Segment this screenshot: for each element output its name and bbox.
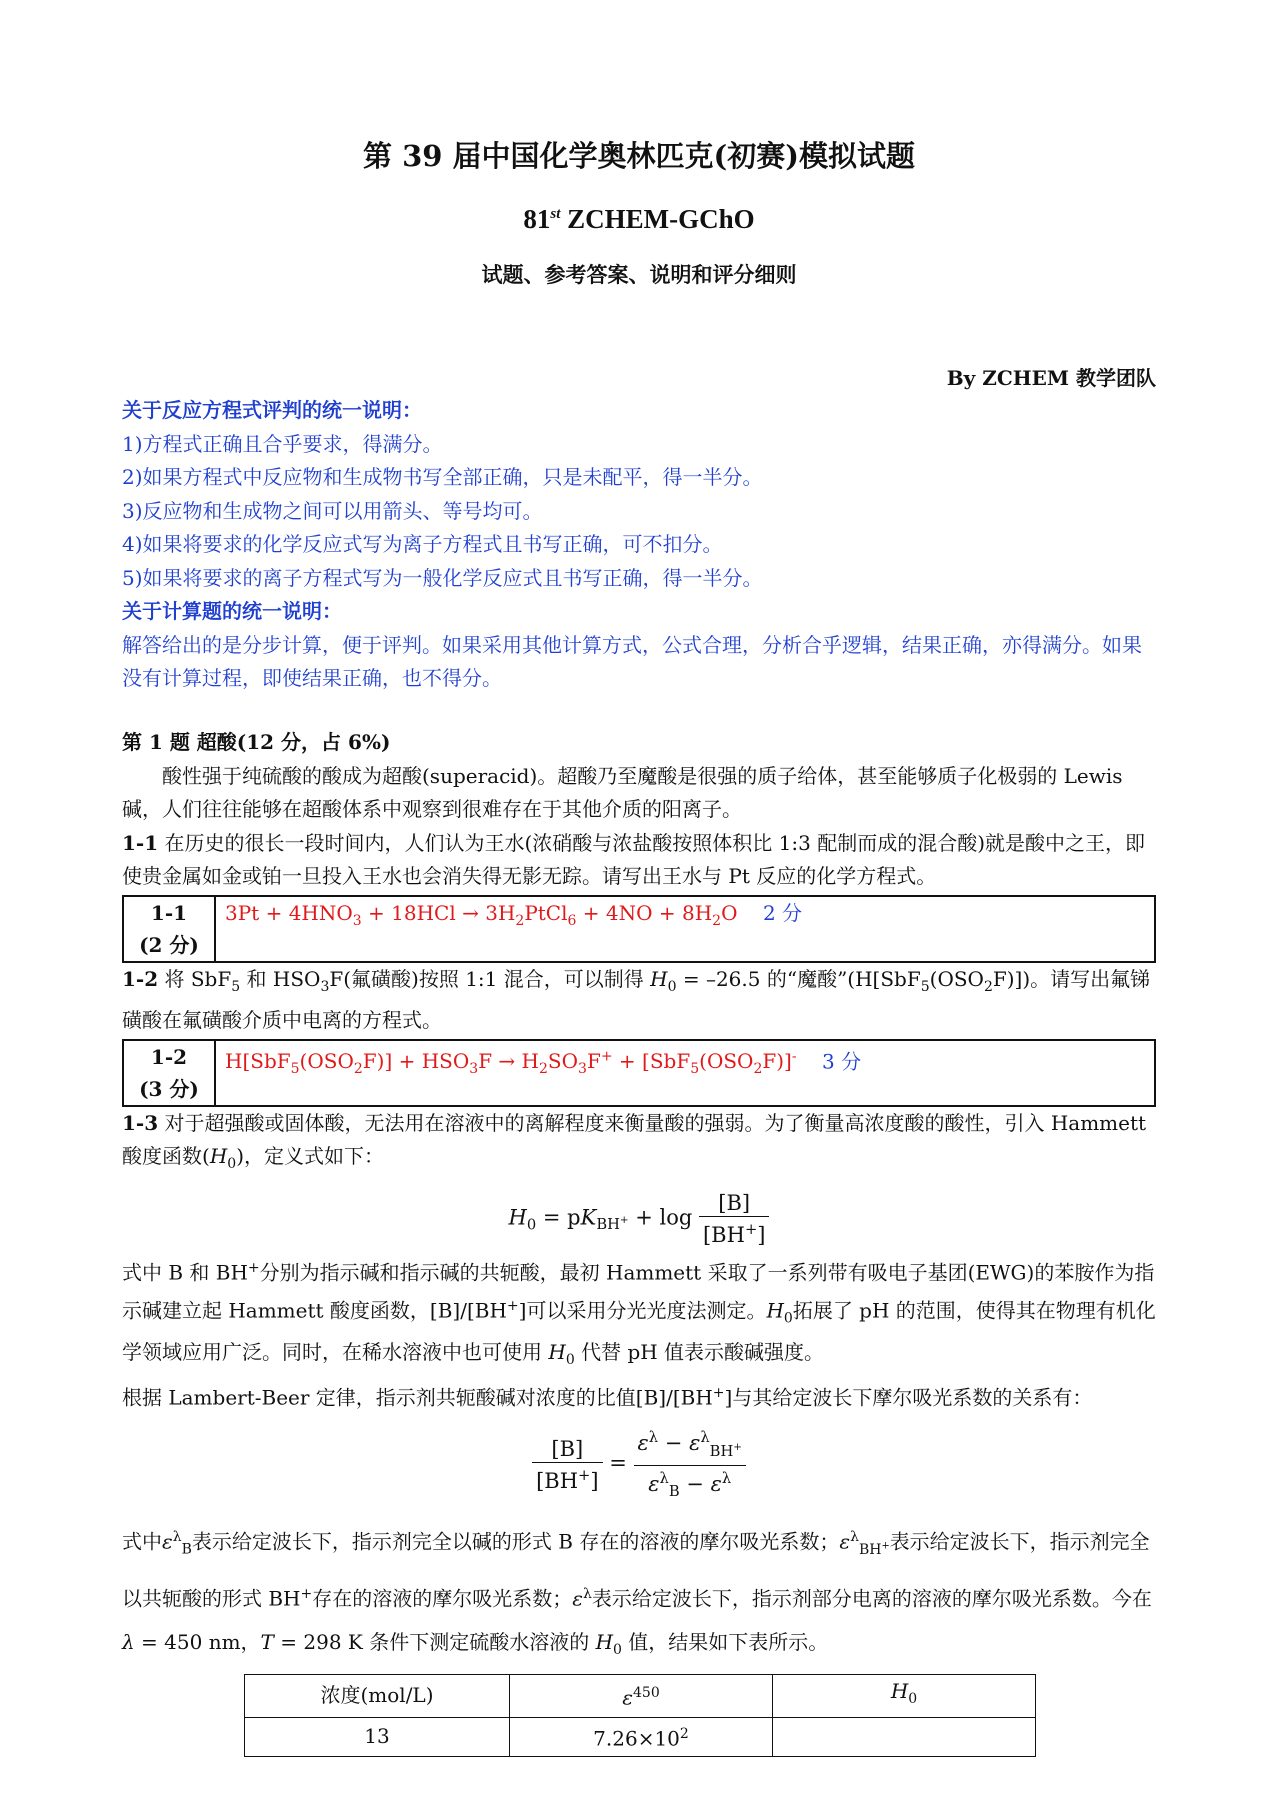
page-subtitle: 试题、参考答案、说明和评分细则 (481, 262, 797, 287)
table-header-cell: 浓度(mol/L) (245, 1675, 510, 1718)
paragraph-lambert-beer: 根据 Lambert-Beer 定律，指示剂共轭酸碱对浓度的比值[B]/[BH+]与其给定波长下摩尔吸光系数的关系有： (122, 1385, 1093, 1410)
exam-code-number: 81 (523, 204, 551, 234)
part-label: 1-1 (122, 830, 159, 855)
eq-note-item: 3)反应物和生成物之间可以用箭头、等号均可。 (122, 498, 543, 523)
part-text: 在历史的很长一段时间内，人们认为王水(浓硝酸与浓盐酸按照体积比 1:3 配制而成的混合酸)就是酸中之王，即使贵金属如金或铂一旦投入王水也会消失得无影无踪。请写出王水与 Pt 反应的化学方程式。 (122, 830, 1146, 888)
question-1-1 (122, 827, 1156, 894)
answer-label-cell (123, 1040, 215, 1106)
question-1-intro: 酸性强于纯硫酸的酸成为超酸(superacid)。超酸乃至魔酸是很强的质子给体，甚至能够质子化极弱的 Lewis 碱，人们往往能够在超酸体系中观察到很难存在于其他介质的阳离子。 (122, 763, 1123, 821)
table-cell: $7.26\times 10^2$ (510, 1717, 773, 1756)
part-label: 1-2 (122, 966, 159, 991)
table-header-cell: $H_0$ (773, 1675, 1036, 1718)
paragraph-indicator: 式中 B 和 BH+分别为指示碱和指示碱的共轭酸，最初 Hammett 采取了一系列带有吸电子基团(EWG)的苯胺作为指示碱建立起 Hammett 酸度函数，[B]/[BH+]可以采用分光光度法测定。$H_0$拓展了 pH 的范围，使得其在物理有机化学领域应用广泛。同时，在稀水溶液中也可使用 $H_0$ 代替 pH 值表示酸碱强度。 (122, 1259, 1156, 1368)
question-1 (122, 726, 1156, 1757)
answer-cell (215, 1040, 1155, 1106)
paragraph-definitions: 式中$\varepsilon^\lambda_B$表示给定波长下，指示剂完全以碱的形式 B 存在的溶液的摩尔吸光系数；$\varepsilon^\lambda_{BH^+}$表示给定波长下，指示剂完全以共轭酸的形式 BH+存在的溶液的摩尔吸光系数；$\varepsilon^\lambda$表示给定波长下，指示剂部分电离的溶液的摩尔吸光系数。今在 λ = 450 nm，T = 298 K 条件下测定硫酸水溶液的 $H_0$ 值，结果如下表所示。 (122, 1528, 1152, 1659)
question-1-heading: 第 1 题 超酸(12 分，占 6%) (122, 730, 391, 754)
answer-label-cell (123, 896, 215, 962)
question-1-3: 1-3 对于超强酸或固体酸，无法用在溶液中的离解程度来衡量酸的强弱。为了衡量高浓度酸的酸性，引入 Hammett 酸度函数$(H_0)$，定义式如下： (122, 1110, 1147, 1172)
part-label: 1-3 (122, 1110, 159, 1135)
answer-box-1-2 (122, 1039, 1156, 1107)
answer-equation: $H[SbF_5(OSO_2F)] + HSO_3F \to H_2SO_3F^+ + [SbF_5(OSO_2F)]^-$ (225, 1048, 797, 1078)
answer-label: 1-2 (150, 1044, 188, 1069)
eq-note-item: 5)如果将要求的离子方程式写为一般化学反应式且书写正确，得一半分。 (122, 565, 763, 590)
answer-cell (215, 896, 1155, 962)
question-1-2: 1-2 将 SbF$_5$ 和 $HSO_3F$(氟磺酸)按照 1:1 混合，可以制得 $H_0 = -26.5$ 的“魔酸$”(H[SbF_5(OSO_2F)])$。请写出氟锑磺酸在氟磺酸介质中电离的方程式。 (122, 966, 1151, 1032)
ratio-formula: $\frac{[B]}{[BH^+]}$ = $\frac{\varepsilon^\lambda - \varepsilon^\lambda_{BH^+}}{\varepsilon^\lambda_B - \varepsilon^\lambda}$ (122, 1425, 1156, 1504)
fraction: $\frac{[B]}{[BH^+]}$ (532, 1436, 602, 1494)
answer-label: 1-1 (150, 900, 188, 925)
data-table (244, 1674, 1036, 1757)
grading-notes (122, 394, 1156, 696)
exam-code (122, 204, 1156, 235)
answer-box-1-1 (122, 895, 1156, 963)
fraction: $\frac{\varepsilon^\lambda - \varepsilon^\lambda_{BH^+}}{\varepsilon^\lambda_B - \varepsilon^\lambda}$ (634, 1425, 746, 1504)
byline: By ZCHEM 教学团队 (946, 366, 1156, 390)
answer-equation: $3Pt + 4HNO_3 + 18HCl$ → $3H_2PtCl_6 + 4NO + 8H_2O$ (225, 900, 738, 929)
exam-code-rest: ZCHEM-GChO (560, 204, 755, 234)
fraction: $\frac{[B]}{[BH^+]}$ (699, 1190, 769, 1248)
calc-notes-text: 解答给出的是分步计算，便于评判。如果采用其他计算方式，公式合理，分析合乎逻辑，结果正确，亦得满分。如果没有计算过程，即使结果正确，也不得分。 (122, 632, 1142, 690)
table-header-row (245, 1675, 1036, 1718)
answer-score: 3 分 (822, 1049, 862, 1074)
eq-notes-heading: 关于反应方程式评判的统一说明： (122, 398, 422, 422)
table-cell (773, 1717, 1036, 1756)
page-title: 第 39 届中国化学奥林匹克(初赛)模拟试题 (363, 139, 915, 173)
calc-notes-heading: 关于计算题的统一说明： (122, 599, 342, 623)
hammett-formula: $H_0 = pK_{BH^+} + \log$ $\frac{[B]}{[BH^+]}$ (122, 1190, 1156, 1248)
table-cell: 13 (245, 1717, 510, 1756)
table-header-cell: $\varepsilon^{450}$ (510, 1675, 773, 1718)
answer-points: (2 分) (139, 932, 199, 957)
eq-note-item: 1)方程式正确且合乎要求，得满分。 (122, 431, 443, 456)
table-row (245, 1717, 1036, 1756)
exam-code-sup: st (550, 206, 561, 222)
answer-points: (3 分) (139, 1076, 199, 1101)
eq-note-item: 2)如果方程式中反应物和生成物书写全部正确，只是未配平，得一半分。 (122, 465, 763, 489)
answer-score: 2 分 (762, 900, 803, 925)
eq-note-item: 4)如果将要求的化学反应式写为离子方程式且书写正确，可不扣分。 (122, 532, 723, 556)
